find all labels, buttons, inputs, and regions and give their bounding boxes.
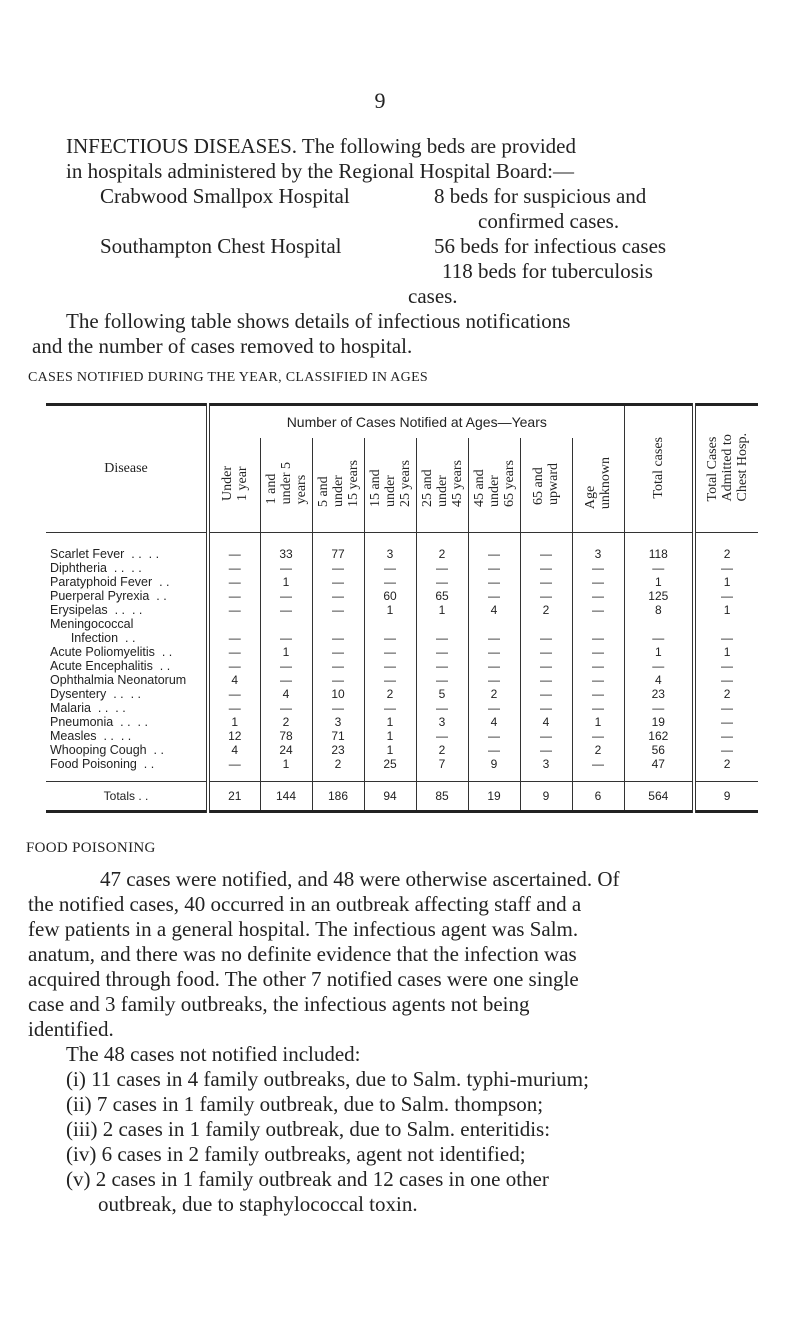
table-cell: — [694,729,758,743]
table-cell: — [468,673,520,687]
disease-name: Diphtheria . . . . [46,561,208,575]
para-line: case and 3 family outbreaks, the infectious agents not being [28,992,530,1016]
table-cell: 3 [312,715,364,729]
disease-name: Infection . . [46,631,208,645]
intro-line: in hospitals administered by the Regional Hospital Board:— [66,159,575,183]
disease-name: Pneumonia . . . . [46,715,208,729]
col-header-age: 65 and upward [520,438,572,533]
table-cell: — [312,645,364,659]
table-cell: — [228,575,241,589]
table-cell: 2 [694,757,758,782]
table-cell: — [228,757,241,771]
disease-name: Malaria . . . . [46,701,208,715]
food-poisoning-section [26,836,746,1217]
table-row [46,589,758,603]
table-cell: — [468,701,520,715]
table-cell: — [520,561,572,575]
col-header-admitted: Total Cases Admitted to Chest Hosp. [694,405,758,533]
table-cell: — [416,701,468,715]
table-cell: 2 [520,603,572,617]
table-cell: — [312,631,364,645]
table-cell: 2 [312,757,364,782]
table-cell: 3 [416,715,468,729]
table-cell: — [468,631,520,645]
table-cell: — [228,645,241,659]
food-heading: FOOD POISONING [26,840,156,856]
table-cell: — [520,743,572,757]
bed-line: 118 beds for tuberculosis [442,259,653,283]
table-cell: — [520,575,572,589]
table-title: CASES NOTIFIED DURING THE YEAR, CLASSIFIED IN AGES [28,370,429,385]
total-cell: 19 [468,782,520,812]
table-cell: — [468,659,520,673]
para-line: few patients in a general hospital. The infectious agent was Salm. [28,917,579,941]
table-cell: — [694,561,758,575]
table-cell [694,617,758,631]
food-paragraph-2: The 48 cases not notified included: [66,1042,361,1066]
total-cell: 186 [312,782,364,812]
table-cell: 1 [694,603,758,617]
table-cell: — [312,659,364,673]
table-cell: — [312,589,364,603]
table-cell: 23 [312,743,364,757]
table-cell: — [228,687,241,701]
table-cell: — [624,631,694,645]
total-cell: 85 [416,782,468,812]
col-header-age: 5 and under 15 years [312,438,364,533]
table-cell: — [572,575,624,589]
table-cell: 25 [364,757,416,782]
table-cell: — [364,673,416,687]
table-cell: — [572,687,624,701]
table-cell: 1 [260,645,312,659]
table-cell: — [520,673,572,687]
table-cell: — [260,561,312,575]
table-cell [364,617,416,631]
table-cell: — [520,533,572,562]
table-cell: — [468,729,520,743]
table-cell: — [312,575,364,589]
table-cell: 8 [624,603,694,617]
disease-name: Dysentery . . . . [46,687,208,701]
table-row [46,533,758,562]
table-cell: — [572,673,624,687]
table-cell [468,617,520,631]
disease-name: Puerperal Pyrexia . . [46,589,208,603]
disease-name: Food Poisoning . . [46,757,208,782]
table-row [46,561,758,575]
table-cell: — [228,547,241,561]
table-cell: 56 [624,743,694,757]
table-row [46,645,758,659]
disease-name: Ophthalmia Neonatorum [46,673,208,687]
table-cell: 2 [416,533,468,562]
table-cell: — [694,743,758,757]
disease-name: Scarlet Fever . . . . [46,533,208,562]
table-cell: 162 [624,729,694,743]
table-cell: — [468,589,520,603]
table-cell: — [572,659,624,673]
intro-line: INFECTIOUS DISEASES. The following beds are provided [66,134,576,158]
list-item: (iii) 2 cases in 1 family outbreak, due to Salm. enteritidis: [66,1117,551,1141]
table-cell: — [694,715,758,729]
table-cell: — [572,631,624,645]
table-cell: 1 [364,743,416,757]
table-cell: 5 [416,687,468,701]
table-cell: — [624,561,694,575]
table-cell: 60 [364,589,416,603]
table-row [46,757,758,782]
table-cell: — [694,673,758,687]
bed-line: cases. [408,284,458,308]
table-cell: — [364,561,416,575]
table-cell: 3 [572,533,624,562]
table-cell [208,617,260,631]
para-line: anatum, and there was no definite evidence that the infection was [28,942,577,966]
table-cell: — [520,659,572,673]
table-cell: — [694,631,758,645]
disease-name: Measles . . . . [46,729,208,743]
table-cell: 2 [260,715,312,729]
table-cell: — [416,729,468,743]
para-line: 47 cases were notified, and 48 were otherwise ascertained. Of [100,867,620,891]
table-cell: 4 [520,715,572,729]
table-cell: — [228,603,241,617]
table-cell: — [416,659,468,673]
table-cell: 23 [624,687,694,701]
para-line: identified. [28,1017,114,1041]
table-cell: 118 [624,533,694,562]
table-cell: 77 [312,533,364,562]
table-cell: — [468,561,520,575]
bed-line: 8 beds for suspicious and [434,184,647,208]
table-cell: — [572,603,624,617]
table-cell [416,617,468,631]
table-cell: 125 [624,589,694,603]
table-cell: 4 [260,687,312,701]
table-cell: 1 [572,715,624,729]
table-cell: 1 [364,715,416,729]
table-cell: — [416,645,468,659]
table-cell: — [694,589,758,603]
table-cell: 2 [364,687,416,701]
table-cell: — [468,743,520,757]
table-cell: 1 [364,729,416,743]
list-item: (i) 11 cases in 4 family outbreaks, due to Salm. typhi-murium; [66,1067,589,1091]
table-cell: 1 [231,715,239,729]
table-cell: — [260,673,312,687]
table-cell: — [312,561,364,575]
col-header-age: Under 1 year [208,438,260,533]
list-item: (ii) 7 cases in 1 family outbreak, due to Salm. thompson; [66,1092,544,1116]
col-header-age: 1 and under 5 years [260,438,312,533]
table-intro-line: The following table shows details of infectious notifications [66,309,571,333]
table-cell: — [228,631,241,645]
table-cell: 71 [312,729,364,743]
table-cell: 2 [694,687,758,701]
cases-table [46,403,758,813]
food-item-list [66,1067,746,1217]
col-header-age: 45 and under 65 years [468,438,520,533]
table-cell: — [260,603,312,617]
table-cell: — [624,701,694,715]
table-cell [312,617,364,631]
bed-entry-southampton [66,234,746,309]
disease-column-header: Disease [46,405,208,533]
table-cell: 1 [260,575,312,589]
table-cell: — [520,645,572,659]
table-cell: 4 [468,715,520,729]
table-cell: — [228,659,241,673]
table-cell: — [572,561,624,575]
totals-row [46,782,758,812]
col-header-age: 15 and under 25 years [364,438,416,533]
list-item: (iv) 6 cases in 2 family outbreaks, agent not identified; [66,1142,526,1166]
age-group-header: Number of Cases Notified at Ages—Years [208,405,624,439]
total-cell: 144 [260,782,312,812]
disease-name: Acute Encephalitis . . [46,659,208,673]
table-cell: 2 [572,743,624,757]
table-cell: 12 [228,729,242,743]
table-cell [624,617,694,631]
bed-line: confirmed cases. [478,209,620,233]
para-line: acquired through food. The other 7 notified cases were one single [28,967,579,991]
table-cell: 65 [416,589,468,603]
table-cell: — [572,645,624,659]
disease-name: Acute Poliomyelitis . . [46,645,208,659]
list-item: (v) 2 cases in 1 family outbreak and 12 cases in one other [66,1167,549,1191]
table-row [46,743,758,757]
table-cell: 2 [694,533,758,562]
table-cell: 1 [364,603,416,617]
table-row [46,701,758,715]
table-cell: 1 [694,575,758,589]
total-cell: 6 [572,782,624,812]
table-cell: — [312,603,364,617]
table-row [46,631,758,645]
table-cell: 78 [260,729,312,743]
table-cell: — [260,701,312,715]
col-header-age: Age unknown [572,438,624,533]
page-number: 9 [374,88,386,113]
table-cell: — [228,701,241,715]
table-cell: — [520,729,572,743]
hospital-name: Southampton Chest Hospital [100,234,342,258]
table-cell: — [468,533,520,562]
disease-name: Paratyphoid Fever . . [46,575,208,589]
table-cell: 4 [231,743,239,757]
total-cell: 564 [624,782,694,812]
table-cell: — [416,631,468,645]
table-cell: 1 [694,645,758,659]
total-cell: 94 [364,782,416,812]
total-cell: 21 [208,782,260,812]
table-row [46,575,758,589]
table-intro [32,309,746,359]
bed-entry-crabwood [66,184,746,234]
table-body [46,533,758,782]
table-cell: 3 [364,533,416,562]
col-header-age: 25 and under 45 years [416,438,468,533]
table-cell: 1 [624,645,694,659]
table-cell: 1 [260,757,312,782]
table-cell: — [312,673,364,687]
table-cell: — [364,659,416,673]
table-cell: — [694,659,758,673]
disease-name: Erysipelas . . . . [46,603,208,617]
table-cell: 1 [416,603,468,617]
bed-description [408,234,746,309]
table-cell: — [520,631,572,645]
table-cell: 4 [231,673,239,687]
table-cell: 9 [468,757,520,782]
table-cell: — [624,659,694,673]
table-row [46,659,758,673]
table-cell: — [416,561,468,575]
table-cell: 3 [520,757,572,782]
table-row [46,617,758,631]
table-cell: — [572,589,624,603]
table-cell: 47 [624,757,694,782]
table-cell: 19 [624,715,694,729]
col-header-total: Total cases [624,405,694,533]
intro-paragraph [28,134,746,390]
table-cell: — [468,645,520,659]
table-row [46,603,758,617]
table-cell: 4 [468,603,520,617]
disease-name: Whooping Cough . . [46,743,208,757]
table-cell: — [364,645,416,659]
table-cell: — [694,701,758,715]
table-cell: 24 [260,743,312,757]
table-cell: — [260,659,312,673]
table-row [46,687,758,701]
table-cell: — [260,631,312,645]
table-cell: — [228,561,241,575]
table-cell: — [520,701,572,715]
totals-label: Totals . . [46,782,208,812]
table-cell: 33 [260,533,312,562]
table-cell: 4 [624,673,694,687]
table-cell: — [520,589,572,603]
total-cell: 9 [520,782,572,812]
table-cell: 10 [312,687,364,701]
table-cell: — [572,729,624,743]
table-cell: — [364,575,416,589]
table-intro-line: and the number of cases removed to hospital. [32,334,413,358]
table-cell: 7 [416,757,468,782]
bed-description [434,184,746,234]
food-paragraph-1 [28,867,746,1042]
bed-line: 56 beds for infectious cases [434,234,667,258]
total-cell: 9 [694,782,758,812]
table-cell: — [312,701,364,715]
table-cell [520,617,572,631]
table-cell: — [572,757,624,782]
disease-name: Meningococcal [46,617,208,631]
table-cell: — [364,701,416,715]
para-line: the notified cases, 40 occurred in an outbreak affecting staff and a [28,892,582,916]
hospital-name: Crabwood Smallpox Hospital [100,184,350,208]
list-item-continuation: outbreak, due to staphylococcal toxin. [98,1192,418,1216]
table-cell [572,617,624,631]
table-cell: 1 [624,575,694,589]
table-cell: — [520,687,572,701]
table-row [46,715,758,729]
table-cell [260,617,312,631]
table-cell: — [572,701,624,715]
table-cell: — [260,589,312,603]
table-cell: — [416,673,468,687]
table-cell: — [228,589,241,603]
table-cell: — [468,575,520,589]
table-row [46,673,758,687]
table-cell: — [416,575,468,589]
table-cell: — [364,631,416,645]
table-row [46,729,758,743]
table-cell: 2 [416,743,468,757]
table-cell: 2 [468,687,520,701]
